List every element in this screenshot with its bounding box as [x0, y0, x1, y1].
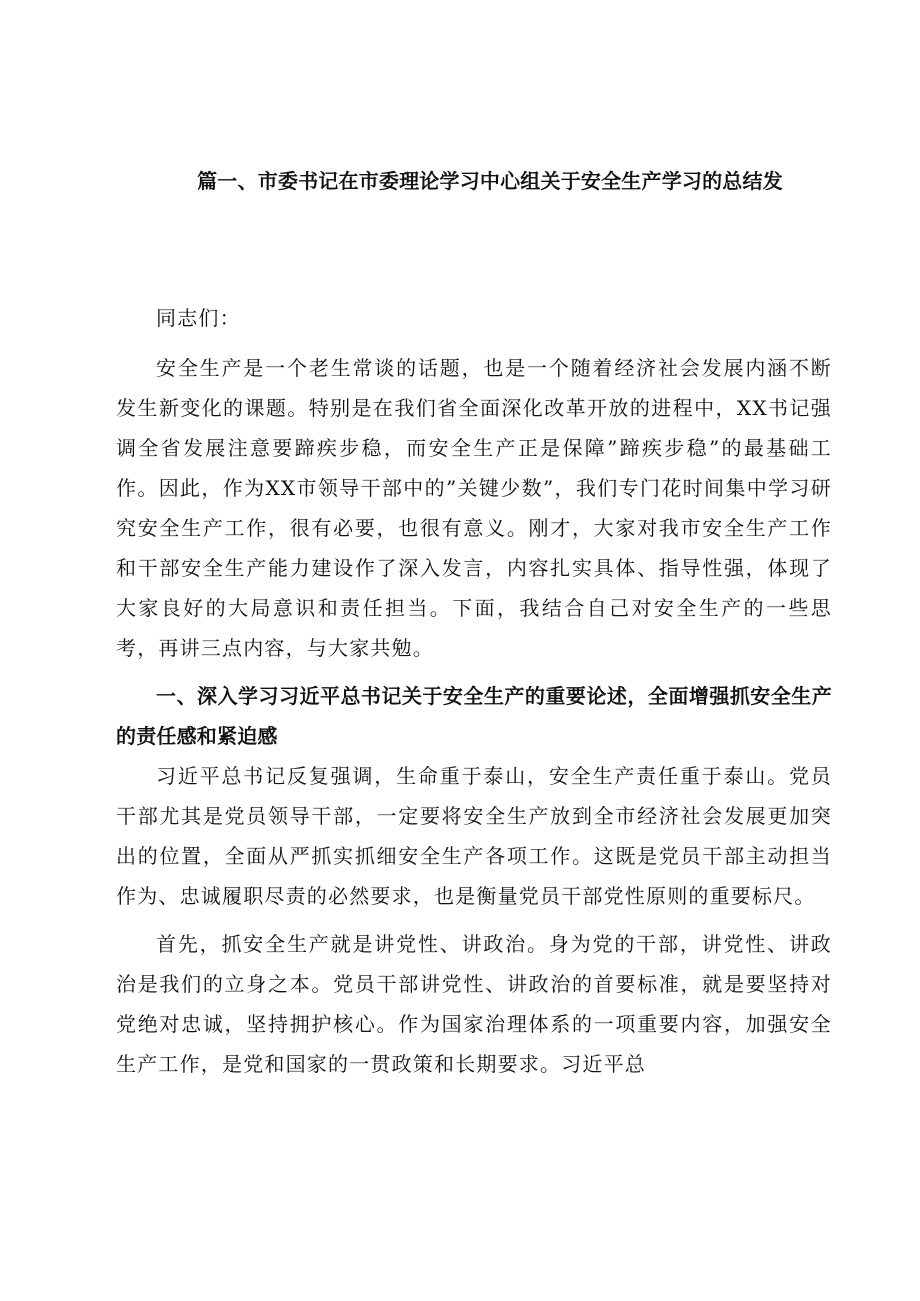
document-body — [116, 298, 832, 1084]
salutation: 同志们： — [156, 306, 241, 330]
document-title: 篇一、市委书记在市委理论学习中心组关于安全生产学习的总结发 — [197, 169, 783, 193]
paragraph-intro: 安全生产是一个老生常谈的话题，也是一个随着经济社会发展内涵不断发生新变化的课题。特别是在我们省全面深化改革开放的进程中，XX书记强调全省发展注意要蹄疾步稳，而安全生产正是保障”蹄疾步稳”的最基础工作。因此，作为XX市领导干部中的”关键少数”，我们专门花时间集中学习研究安全生产工作，很有必要，也很有意义。刚才，大家对我市安全生产工作和干部安全生产能力建设作了深入发言，内容扎实具体、指导性强，体现了大家良好的大局意识和责任担当。下面，我结合自己对安全生产的一些思考，再讲三点内容，与大家共勉。 — [116, 356, 832, 660]
section-1-paragraph-1: 习近平总书记反复强调，生命重于泰山，安全生产责任重于泰山。党员干部尤其是党员领导干部，一定要将安全生产放到全市经济社会发展更加突出的位置，全面从严抓实抓细安全生产各项工作。这既是党员干部主动担当作为、忠诚履职尽责的必然要求，也是衡量党员干部党性原则的重要标尺。 — [116, 764, 832, 908]
section-heading-1: 一、深入学习习近平总书记关于安全生产的重要论述，全面增强抓安全生产的责任感和紧迫感 — [116, 684, 832, 748]
section-1-paragraph-2: 首先，抓安全生产就是讲党性、讲政治。身为党的干部，讲党性、讲政治是我们的立身之本。党员干部讲党性、讲政治的首要标准，就是要坚持对党绝对忠诚，坚持拥护核心。作为国家治理体系的一项重要内容，加强安全生产工作，是党和国家的一贯政策和长期要求。习近平总 — [116, 932, 832, 1076]
